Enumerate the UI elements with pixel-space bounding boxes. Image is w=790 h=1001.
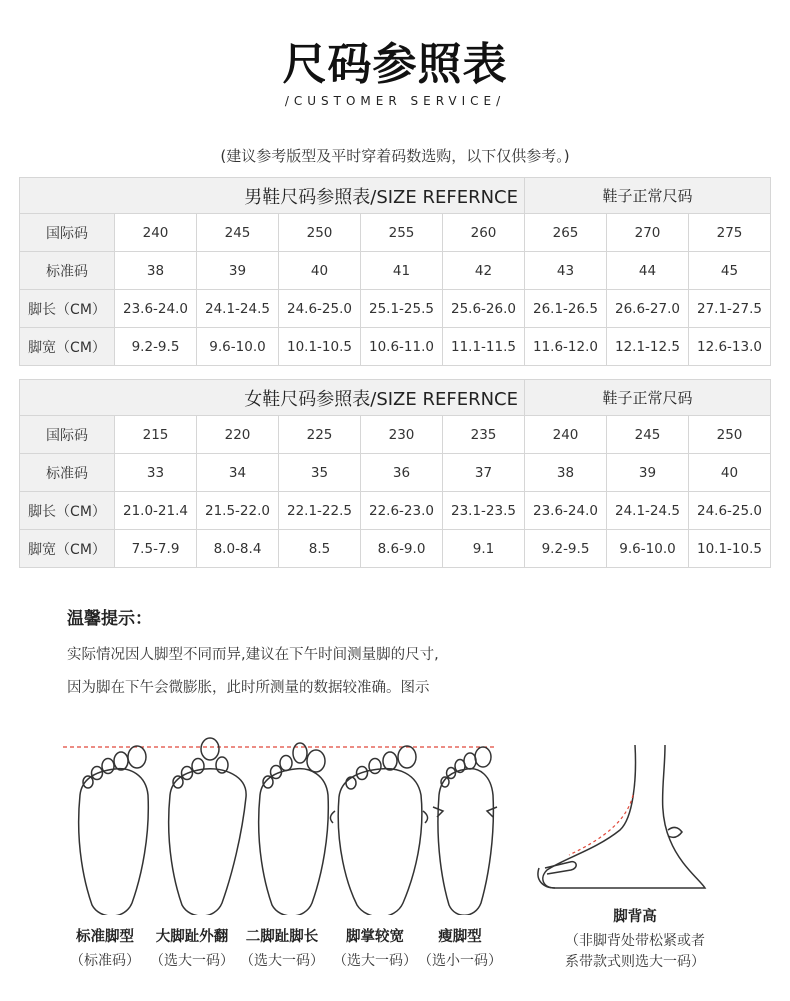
table-cell: 24.6-25.0: [689, 492, 771, 530]
table-cell: 45: [689, 252, 771, 290]
foot-type-label: 脚掌较宽: [346, 929, 404, 945]
table-cell: 245: [197, 214, 279, 252]
table-row: [20, 416, 771, 454]
table-cell: 10.6-11.0: [361, 328, 443, 366]
table-cell: 7.5-7.9: [115, 530, 197, 568]
table-cell: 225: [279, 416, 361, 454]
table-cell: 23.6-24.0: [525, 492, 607, 530]
table-cell: 9.1: [443, 530, 525, 568]
men-table-title: 男鞋尺码参照表/SIZE REFERNCE: [244, 186, 518, 208]
row-label: 国际码: [20, 416, 115, 454]
table-cell: 24.1-24.5: [607, 492, 689, 530]
table-cell: 38: [525, 454, 607, 492]
table-row: [20, 290, 771, 328]
table-row: [20, 214, 771, 252]
table-cell: 270: [607, 214, 689, 252]
page-subtitle: /CUSTOMER SERVICE/: [284, 94, 506, 108]
table-cell: 42: [443, 252, 525, 290]
table-cell: 39: [197, 252, 279, 290]
foot-type-sub: （选大一码）: [150, 953, 234, 969]
table-cell: 9.6-10.0: [607, 530, 689, 568]
table-cell: 35: [279, 454, 361, 492]
table-cell: 240: [525, 416, 607, 454]
table-cell: 275: [689, 214, 771, 252]
table-cell: 8.6-9.0: [361, 530, 443, 568]
table-cell: 36: [361, 454, 443, 492]
men-table-header: [20, 178, 771, 214]
row-label: 脚宽（CM）: [20, 530, 115, 568]
row-label: 国际码: [20, 214, 115, 252]
instep-height-illustration: [525, 740, 725, 900]
bunion-foot-icon: [169, 738, 246, 915]
instep-note-2: 系带款式则选大一码）: [565, 954, 705, 970]
row-label: 标准码: [20, 454, 115, 492]
table-cell: 25.1-25.5: [361, 290, 443, 328]
table-cell: 34: [197, 454, 279, 492]
table-cell: 9.6-10.0: [197, 328, 279, 366]
table-cell: 41: [361, 252, 443, 290]
table-cell: 215: [115, 416, 197, 454]
table-cell: 220: [197, 416, 279, 454]
table-cell: 23.6-24.0: [115, 290, 197, 328]
foot-type-label: 二脚趾脚长: [245, 929, 319, 945]
narrow-foot-icon: [433, 747, 497, 915]
table-cell: 22.1-22.5: [279, 492, 361, 530]
table-cell: 23.1-23.5: [443, 492, 525, 530]
table-cell: 260: [443, 214, 525, 252]
table-cell: 40: [689, 454, 771, 492]
table-cell: 250: [689, 416, 771, 454]
table-cell: 9.2-9.5: [525, 530, 607, 568]
table-cell: 27.1-27.5: [689, 290, 771, 328]
men-table-right-label: 鞋子正常尺码: [602, 187, 693, 205]
table-cell: 255: [361, 214, 443, 252]
row-label: 脚长（CM）: [20, 492, 115, 530]
table-cell: 37: [443, 454, 525, 492]
table-cell: 230: [361, 416, 443, 454]
table-cell: 38: [115, 252, 197, 290]
table-cell: 24.1-24.5: [197, 290, 279, 328]
women-size-table: [19, 379, 771, 568]
long-second-toe-foot-icon: [259, 743, 329, 915]
table-cell: 21.5-22.0: [197, 492, 279, 530]
table-cell: 10.1-10.5: [689, 530, 771, 568]
table-cell: 245: [607, 416, 689, 454]
table-cell: 9.2-9.5: [115, 328, 197, 366]
table-cell: 26.1-26.5: [525, 290, 607, 328]
foot-type-sub: （标准码）: [70, 953, 140, 969]
foot-types-illustration: [55, 735, 505, 915]
page-title: 尺码参照表: [282, 39, 508, 90]
men-size-table: [19, 177, 771, 366]
foot-type-sub: （选大一码）: [240, 953, 324, 969]
table-cell: 8.0-8.4: [197, 530, 279, 568]
table-cell: 12.1-12.5: [607, 328, 689, 366]
table-cell: 44: [607, 252, 689, 290]
table-row: [20, 328, 771, 366]
table-cell: 8.5: [279, 530, 361, 568]
table-cell: 40: [279, 252, 361, 290]
women-table-header: [20, 380, 771, 416]
row-label: 脚长（CM）: [20, 290, 115, 328]
table-cell: 240: [115, 214, 197, 252]
foot-type-sub: （选小一码）: [418, 953, 502, 969]
table-cell: 235: [443, 416, 525, 454]
row-label: 脚宽（CM）: [20, 328, 115, 366]
wide-foot-icon: [330, 746, 427, 915]
tips-title: 温馨提示：: [67, 609, 152, 629]
table-row: [20, 252, 771, 290]
table-row: [20, 530, 771, 568]
table-cell: 12.6-13.0: [689, 328, 771, 366]
standard-foot-icon: [79, 746, 149, 915]
table-row: [20, 454, 771, 492]
table-cell: 43: [525, 252, 607, 290]
table-cell: 25.6-26.0: [443, 290, 525, 328]
row-label: 标准码: [20, 252, 115, 290]
table-cell: 11.6-12.0: [525, 328, 607, 366]
page-note: (建议参考版型及平时穿着码数选购，以下仅供参考。): [220, 147, 570, 165]
table-cell: 24.6-25.0: [279, 290, 361, 328]
table-cell: 26.6-27.0: [607, 290, 689, 328]
foot-type-sub: （选大一码）: [333, 953, 417, 969]
women-table-title: 女鞋尺码参照表/SIZE REFERNCE: [244, 388, 518, 410]
tips-line-2: 因为脚在下午会微膨胀，此时所测量的数据较准确。图示: [67, 680, 430, 696]
table-cell: 33: [115, 454, 197, 492]
table-cell: 21.0-21.4: [115, 492, 197, 530]
table-cell: 22.6-23.0: [361, 492, 443, 530]
table-cell: 250: [279, 214, 361, 252]
foot-type-label: 瘦脚型: [438, 929, 482, 945]
table-cell: 10.1-10.5: [279, 328, 361, 366]
table-cell: 265: [525, 214, 607, 252]
table-cell: 11.1-11.5: [443, 328, 525, 366]
women-table-right-label: 鞋子正常尺码: [602, 389, 693, 407]
table-cell: 39: [607, 454, 689, 492]
foot-type-label: 大脚趾外翻: [155, 929, 229, 945]
instep-note-1: （非脚背处带松紧或者: [565, 933, 705, 949]
instep-label: 脚背高: [613, 909, 657, 925]
tips-line-1: 实际情况因人脚型不同而异,建议在下午时间测量脚的尺寸,: [67, 647, 439, 663]
foot-type-label: 标准脚型: [76, 929, 134, 945]
table-row: [20, 492, 771, 530]
